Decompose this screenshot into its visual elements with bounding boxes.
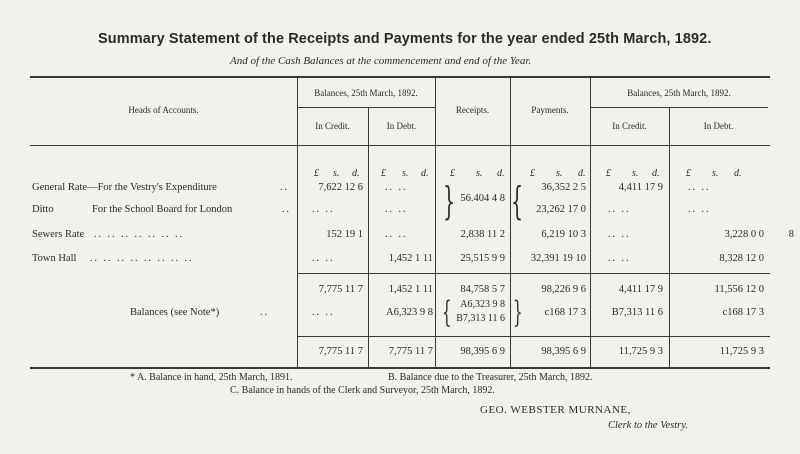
subtotal-end-debt: 11,556 12 0: [714, 284, 764, 295]
footnote-c: C. Balance in hands of the Clerk and Surveyor, 25th March, 1892.: [230, 385, 495, 396]
empty-cell-dots: .. ..: [312, 253, 335, 264]
header-mid-rule-right: [590, 107, 768, 108]
empty-cell-dots: .. ..: [608, 204, 631, 215]
unit-shilling: s.: [333, 168, 340, 179]
subtotal-start-credit: 7,775 11 7: [318, 284, 363, 295]
footnote-b: B. Balance due to the Treasurer, 25th March, 1892.: [388, 372, 593, 383]
unit-shilling: s.: [476, 168, 483, 179]
leader-dots: .. .. .. .. .. .. ..: [94, 229, 184, 240]
general-rate-receipts: 56.404 4 8: [460, 193, 505, 204]
row-label-general-rate: General Rate—For the Vestry's Expenditure: [32, 182, 217, 193]
header-balances-start: Balances, 25th March, 1892.: [314, 88, 418, 98]
total-payments: 98,395 6 9: [541, 346, 586, 357]
header-start-in-debt: In Debt.: [386, 121, 417, 131]
payments-brace: {: [511, 179, 524, 223]
row-label-school-board: For the School Board for London: [92, 204, 233, 215]
empty-cell-dots: .. ..: [385, 204, 408, 215]
header-start-in-credit: In Credit.: [315, 121, 350, 131]
signature-role: Clerk to the Vestry.: [608, 420, 688, 431]
general-rate-start-credit: 7,622 12 6: [318, 182, 363, 193]
town-hall-start-debt: 1,452 1 11: [388, 253, 433, 264]
unit-pound: £: [686, 168, 691, 179]
sewers-start-credit: 152 19 1: [326, 229, 363, 240]
total-end-credit: 11,725 9 3: [618, 346, 663, 357]
balances-end-debt: c168 17 3: [722, 307, 764, 318]
footnote-a: * A. Balance in hand, 25th March, 1891.: [130, 372, 293, 383]
header-balances-end: Balances, 25th March, 1892.: [627, 88, 731, 98]
page-subtitle: And of the Cash Balances at the commencement and end of the Year.: [230, 55, 532, 67]
leader-dots: .. .. .. .. .. .. .. ..: [90, 253, 194, 264]
sewers-margin-note: 8: [788, 229, 794, 240]
unit-shilling: s.: [402, 168, 409, 179]
empty-cell-dots: .. ..: [608, 253, 631, 264]
empty-cell-dots: .. ..: [608, 229, 631, 240]
leader-dots: ..: [280, 182, 289, 193]
header-payments: Payments.: [531, 105, 569, 115]
unit-shilling: s.: [556, 168, 563, 179]
unit-pound: £: [381, 168, 386, 179]
subtotal-end-credit: 4,411 17 9: [618, 284, 663, 295]
balances-payments: c168 17 3: [544, 307, 586, 318]
total-end-debt: 11,725 9 3: [719, 346, 764, 357]
signature-name: GEO. WEBSTER MURNANE,: [480, 404, 631, 416]
unit-shilling: s.: [632, 168, 639, 179]
empty-cell-dots: .. ..: [688, 204, 711, 215]
town-hall-receipts: 25,515 9 9: [460, 253, 505, 264]
receipts-left-brace: {: [442, 295, 452, 330]
row-label-sewers-rate: Sewers Rate: [32, 229, 85, 240]
unit-pound: £: [450, 168, 455, 179]
general-rate-payments: 36,352 2 5: [541, 182, 586, 193]
empty-cell-dots: .. ..: [385, 229, 408, 240]
unit-pence: d.: [578, 168, 586, 179]
total-start-credit: 7,775 11 7: [318, 346, 363, 357]
subtotal-start-debt: 1,452 1 11: [388, 284, 433, 295]
header-heads-of-accounts: Heads of Accounts.: [128, 105, 199, 115]
empty-cell-dots: .. ..: [688, 182, 711, 193]
row-label-balances: Balances (see Note*): [130, 307, 220, 318]
balances-start-debt: A6,323 9 8: [386, 307, 433, 318]
receipts-brace: }: [443, 179, 456, 223]
unit-pence: d.: [497, 168, 505, 179]
table-bottom-rule: [30, 367, 770, 369]
school-board-payments: 23,262 17 0: [536, 204, 586, 215]
leader-dots: ..: [282, 204, 291, 215]
col-divider-6: [669, 107, 670, 367]
header-bottom-rule: [30, 145, 770, 146]
unit-pound: £: [530, 168, 535, 179]
total-receipts: 98,395 6 9: [460, 346, 505, 357]
unit-pound: £: [606, 168, 611, 179]
table-top-rule: [30, 76, 770, 78]
balances-receipts-a: A6,323 9 8: [460, 299, 505, 310]
general-rate-end-credit: 4,411 17 9: [618, 182, 663, 193]
unit-pence: d.: [421, 168, 429, 179]
leader-dots: ..: [260, 307, 269, 318]
sewers-end-debt: 3,228 0 0: [724, 229, 764, 240]
unit-pence: d.: [734, 168, 742, 179]
header-end-in-debt: In Debt.: [703, 121, 734, 131]
empty-cell-dots: .. ..: [312, 204, 335, 215]
empty-cell-dots: .. ..: [385, 182, 408, 193]
unit-shilling: s.: [712, 168, 719, 179]
town-hall-payments: 32,391 19 10: [530, 253, 586, 264]
balances-receipts-b: B7,313 11 6: [456, 313, 505, 324]
sewers-payments: 6,219 10 3: [541, 229, 586, 240]
col-divider-3: [435, 77, 436, 367]
empty-cell-dots: .. ..: [312, 307, 335, 318]
row-label-town-hall: Town Hall: [32, 253, 77, 264]
header-receipts: Receipts.: [455, 105, 490, 115]
header-end-in-credit: In Credit.: [612, 121, 647, 131]
header-mid-rule-left: [297, 107, 435, 108]
town-hall-end-debt: 8,328 12 0: [719, 253, 764, 264]
balances-end-credit: B7,313 11 6: [611, 307, 663, 318]
payments-right-brace: }: [513, 295, 523, 330]
col-divider-2: [368, 107, 369, 367]
unit-pence: d.: [352, 168, 360, 179]
subtotal-payments: 98,226 9 6: [541, 284, 586, 295]
sewers-receipts: 2,838 11 2: [460, 229, 505, 240]
unit-pound: £: [314, 168, 319, 179]
subtotal-receipts: 84,758 5 7: [460, 284, 505, 295]
total-start-debt: 7,775 11 7: [388, 346, 433, 357]
unit-pence: d.: [652, 168, 660, 179]
page-title: Summary Statement of the Receipts and Payments for the year ended 25th March, 1892.: [98, 31, 712, 47]
row-label-ditto: Ditto: [32, 204, 54, 215]
